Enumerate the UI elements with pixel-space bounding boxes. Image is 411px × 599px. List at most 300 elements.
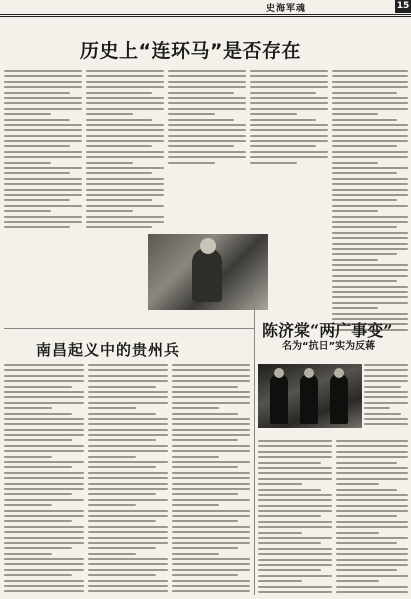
text-line	[258, 559, 332, 561]
text-line	[250, 145, 316, 147]
text-line	[172, 434, 250, 436]
text-line	[4, 499, 84, 501]
text-line	[332, 313, 408, 315]
subheadline-chen-jitang: 名为“抗日”实为反蒋	[282, 341, 376, 352]
text-line	[336, 478, 408, 480]
text-line	[364, 369, 408, 371]
text-line	[4, 488, 84, 490]
text-line	[172, 380, 250, 382]
text-line	[258, 494, 332, 496]
text-line	[172, 429, 250, 431]
text-line	[172, 526, 250, 528]
text-line	[172, 456, 219, 458]
text-line	[258, 580, 302, 582]
text-line	[168, 108, 246, 110]
text-line	[250, 108, 328, 110]
text-line	[88, 537, 168, 539]
photo-figure-head	[334, 368, 344, 378]
text-line	[86, 129, 164, 131]
text-line	[250, 156, 328, 158]
text-line	[88, 364, 168, 366]
text-line	[258, 548, 332, 550]
text-line	[336, 580, 379, 582]
text-line	[332, 243, 408, 245]
text-line	[332, 280, 397, 282]
text-line	[258, 553, 332, 555]
text-line	[168, 70, 246, 72]
text-line	[4, 108, 82, 110]
text-line	[172, 369, 250, 371]
text-line	[86, 216, 164, 218]
text-line	[172, 402, 250, 404]
text-line	[336, 575, 408, 577]
text-line	[258, 515, 321, 517]
text-line	[168, 129, 246, 131]
text-line	[4, 547, 72, 549]
article-column	[250, 70, 328, 232]
text-line	[332, 70, 408, 72]
text-line	[332, 129, 408, 131]
article-column	[258, 440, 332, 596]
text-line	[332, 92, 397, 94]
text-line	[88, 380, 168, 382]
text-line	[258, 499, 332, 501]
text-line	[172, 472, 250, 474]
text-line	[172, 450, 250, 452]
text-line	[168, 97, 246, 99]
text-line	[4, 526, 84, 528]
text-line	[4, 162, 51, 164]
text-line	[88, 429, 168, 431]
text-line	[336, 564, 408, 566]
text-line	[86, 102, 164, 104]
text-line	[4, 70, 82, 72]
text-line	[4, 375, 84, 377]
text-line	[336, 521, 408, 523]
text-line	[4, 429, 84, 431]
text-line	[332, 145, 397, 147]
text-line	[258, 575, 332, 577]
text-line	[4, 226, 70, 228]
text-line	[88, 585, 168, 587]
text-line	[250, 97, 328, 99]
text-line	[172, 423, 250, 425]
masthead	[0, 0, 411, 14]
text-line	[4, 167, 82, 169]
text-line	[336, 526, 408, 528]
text-line	[250, 113, 297, 115]
text-line	[88, 402, 168, 404]
text-line	[4, 531, 84, 533]
text-line	[86, 108, 164, 110]
text-line	[86, 221, 164, 223]
text-line	[364, 364, 408, 366]
text-line	[4, 81, 82, 83]
text-line	[88, 375, 168, 377]
text-line	[88, 520, 156, 522]
text-line	[172, 553, 219, 555]
photo-figure-head	[274, 368, 284, 378]
text-line	[4, 151, 82, 153]
text-line	[4, 113, 51, 115]
text-line	[250, 129, 328, 131]
text-line	[4, 92, 70, 94]
text-line	[250, 135, 328, 137]
text-line	[4, 407, 52, 409]
text-line	[88, 553, 136, 555]
text-line	[172, 563, 250, 565]
text-line	[88, 407, 136, 409]
text-line	[4, 369, 84, 371]
text-line	[86, 226, 152, 228]
text-line	[336, 553, 408, 555]
text-line	[86, 194, 164, 196]
text-line	[172, 488, 250, 490]
text-line	[86, 86, 164, 88]
text-line	[258, 478, 332, 480]
text-line	[4, 477, 84, 479]
text-line	[172, 542, 250, 544]
text-line	[258, 569, 321, 571]
text-line	[332, 140, 408, 142]
text-line	[336, 586, 408, 588]
text-line	[86, 199, 152, 201]
text-line	[4, 194, 82, 196]
text-line	[258, 564, 332, 566]
text-line	[4, 423, 84, 425]
text-line	[168, 75, 246, 77]
text-line	[168, 156, 246, 158]
text-line	[172, 418, 250, 420]
text-line	[332, 81, 408, 83]
text-line	[4, 178, 82, 180]
text-line	[4, 418, 84, 420]
text-line	[332, 286, 408, 288]
text-line	[336, 440, 408, 442]
text-line	[332, 194, 408, 196]
photo-figure	[270, 374, 288, 424]
text-line	[336, 451, 408, 453]
text-line	[336, 445, 408, 447]
text-line	[86, 189, 164, 191]
text-line	[250, 102, 328, 104]
text-line	[4, 75, 82, 77]
text-line	[168, 135, 246, 137]
text-line	[250, 86, 328, 88]
article-column	[172, 364, 250, 596]
text-line	[86, 162, 133, 164]
text-line	[4, 461, 84, 463]
text-line	[332, 264, 408, 266]
text-line	[258, 510, 332, 512]
text-line	[332, 221, 408, 223]
text-line	[364, 402, 408, 404]
text-line	[4, 402, 84, 404]
text-line	[172, 407, 219, 409]
text-line	[88, 569, 168, 571]
text-line	[168, 162, 215, 164]
text-line	[172, 445, 250, 447]
text-line	[332, 162, 378, 164]
text-line	[88, 396, 168, 398]
text-line	[172, 396, 250, 398]
text-line	[364, 380, 408, 382]
text-line	[4, 590, 84, 592]
text-line	[4, 386, 72, 388]
text-line	[172, 413, 238, 415]
text-line	[172, 391, 250, 393]
text-line	[88, 493, 156, 495]
text-line	[4, 124, 82, 126]
text-line	[172, 493, 238, 495]
text-line	[364, 407, 390, 409]
text-line	[168, 92, 234, 94]
text-line	[4, 434, 84, 436]
text-line	[336, 510, 408, 512]
text-line	[88, 547, 156, 549]
text-line	[4, 585, 84, 587]
text-line	[4, 135, 82, 137]
text-line	[364, 375, 408, 377]
text-line	[88, 391, 168, 393]
text-line	[4, 569, 84, 571]
section-title: 史海军魂	[266, 4, 307, 14]
text-line	[168, 102, 246, 104]
text-line	[332, 307, 378, 309]
text-line	[336, 537, 408, 539]
text-line	[4, 102, 82, 104]
text-line	[336, 472, 408, 474]
text-line	[88, 413, 156, 415]
text-line	[172, 515, 250, 517]
text-line	[258, 440, 332, 442]
text-line	[172, 499, 250, 501]
text-line	[332, 151, 408, 153]
text-line	[88, 488, 168, 490]
text-line	[336, 569, 397, 571]
text-line	[88, 580, 168, 582]
text-line	[172, 558, 250, 560]
text-line	[258, 526, 332, 528]
text-line	[88, 574, 156, 576]
text-line	[86, 205, 164, 207]
text-line	[4, 216, 82, 218]
text-line	[88, 466, 156, 468]
text-line	[168, 113, 215, 115]
article-column	[332, 70, 408, 334]
text-line	[4, 391, 84, 393]
text-line	[4, 515, 84, 517]
text-line	[258, 489, 321, 491]
text-line	[332, 156, 408, 158]
photo-figure-head	[200, 238, 216, 254]
text-line	[332, 102, 408, 104]
text-line	[4, 537, 84, 539]
headline-lianhuanma: 历史上“连环马”是否存在	[80, 40, 301, 62]
text-line	[332, 248, 408, 250]
text-line	[4, 439, 72, 441]
text-line	[332, 119, 397, 121]
text-line	[250, 92, 316, 94]
text-line	[332, 97, 408, 99]
text-line	[336, 548, 408, 550]
text-line	[168, 151, 246, 153]
text-line	[4, 221, 82, 223]
text-line	[336, 505, 408, 507]
text-line	[88, 499, 168, 501]
text-line	[332, 269, 408, 271]
text-line	[88, 542, 168, 544]
text-line	[88, 477, 168, 479]
text-line	[364, 386, 401, 388]
text-line	[4, 199, 70, 201]
text-line	[168, 119, 234, 121]
text-line	[332, 259, 378, 261]
section-divider	[4, 328, 254, 329]
text-line	[172, 590, 250, 592]
text-line	[4, 483, 84, 485]
text-line	[86, 178, 164, 180]
text-line	[4, 493, 72, 495]
text-line	[172, 483, 250, 485]
text-line	[86, 151, 164, 153]
text-line	[172, 439, 238, 441]
text-line	[88, 386, 156, 388]
text-line	[4, 189, 82, 191]
article-column	[168, 70, 246, 232]
article-column	[88, 364, 168, 596]
text-line	[332, 237, 408, 239]
text-line	[332, 124, 408, 126]
text-line	[332, 172, 397, 174]
text-line	[4, 542, 84, 544]
photo-figure	[330, 374, 348, 424]
text-line	[88, 439, 156, 441]
text-line	[332, 75, 408, 77]
text-line	[172, 569, 250, 571]
text-line	[250, 151, 328, 153]
text-line	[258, 467, 332, 469]
text-line	[332, 199, 397, 201]
text-line	[258, 521, 332, 523]
text-line	[86, 113, 133, 115]
text-line	[258, 483, 302, 485]
photo-figure	[300, 374, 318, 424]
text-line	[258, 591, 332, 593]
text-line	[86, 75, 164, 77]
text-line	[88, 434, 168, 436]
text-line	[168, 140, 246, 142]
text-line	[258, 445, 332, 447]
text-line	[4, 129, 82, 131]
text-line	[168, 81, 246, 83]
text-line	[86, 140, 164, 142]
text-line	[4, 563, 84, 565]
text-line	[4, 445, 84, 447]
text-line	[88, 418, 168, 420]
text-line	[4, 364, 84, 366]
text-line	[332, 178, 408, 180]
text-line	[332, 216, 408, 218]
text-line	[88, 456, 136, 458]
text-line	[4, 520, 72, 522]
text-line	[86, 156, 164, 158]
text-line	[250, 119, 316, 121]
text-line	[332, 226, 397, 228]
text-line	[88, 472, 168, 474]
text-line	[336, 591, 408, 593]
text-line	[88, 483, 168, 485]
text-line	[172, 547, 238, 549]
text-line	[88, 531, 168, 533]
text-line	[250, 124, 328, 126]
text-line	[332, 302, 408, 304]
text-line	[168, 124, 246, 126]
text-line	[364, 396, 408, 398]
text-line	[336, 559, 408, 561]
text-line	[4, 574, 72, 576]
text-line	[172, 537, 250, 539]
text-line	[86, 81, 164, 83]
headline-guizhou: 南昌起义中的贵州兵	[36, 341, 181, 359]
text-line	[4, 466, 72, 468]
text-line	[332, 113, 378, 115]
text-line	[172, 375, 250, 377]
text-line	[88, 450, 168, 452]
text-line	[88, 445, 168, 447]
text-line	[336, 515, 397, 517]
text-line	[364, 413, 401, 415]
text-line	[258, 451, 332, 453]
text-line	[168, 86, 246, 88]
text-line	[332, 275, 408, 277]
text-line	[4, 205, 82, 207]
text-line	[168, 145, 234, 147]
text-line	[258, 472, 332, 474]
text-line	[172, 531, 250, 533]
article-column	[364, 364, 408, 429]
text-line	[336, 542, 397, 544]
text-line	[88, 590, 168, 592]
text-line	[88, 461, 168, 463]
text-line	[172, 580, 250, 582]
text-line	[88, 526, 168, 528]
text-line	[4, 119, 70, 121]
text-line	[336, 462, 397, 464]
article-photo	[148, 234, 268, 310]
text-line	[332, 210, 378, 212]
text-line	[86, 167, 164, 169]
text-line	[258, 456, 332, 458]
text-line	[88, 369, 168, 371]
text-line	[88, 423, 168, 425]
text-line	[250, 162, 297, 164]
text-line	[172, 461, 250, 463]
text-line	[86, 210, 133, 212]
text-line	[364, 423, 408, 425]
text-line	[4, 380, 84, 382]
masthead-rule	[0, 14, 411, 15]
text-line	[4, 450, 84, 452]
article-column	[4, 70, 82, 232]
text-line	[88, 563, 168, 565]
column-divider	[254, 290, 255, 595]
text-line	[86, 124, 164, 126]
text-line	[4, 172, 70, 174]
text-line	[332, 189, 408, 191]
text-line	[4, 145, 70, 147]
article-column	[86, 70, 164, 232]
